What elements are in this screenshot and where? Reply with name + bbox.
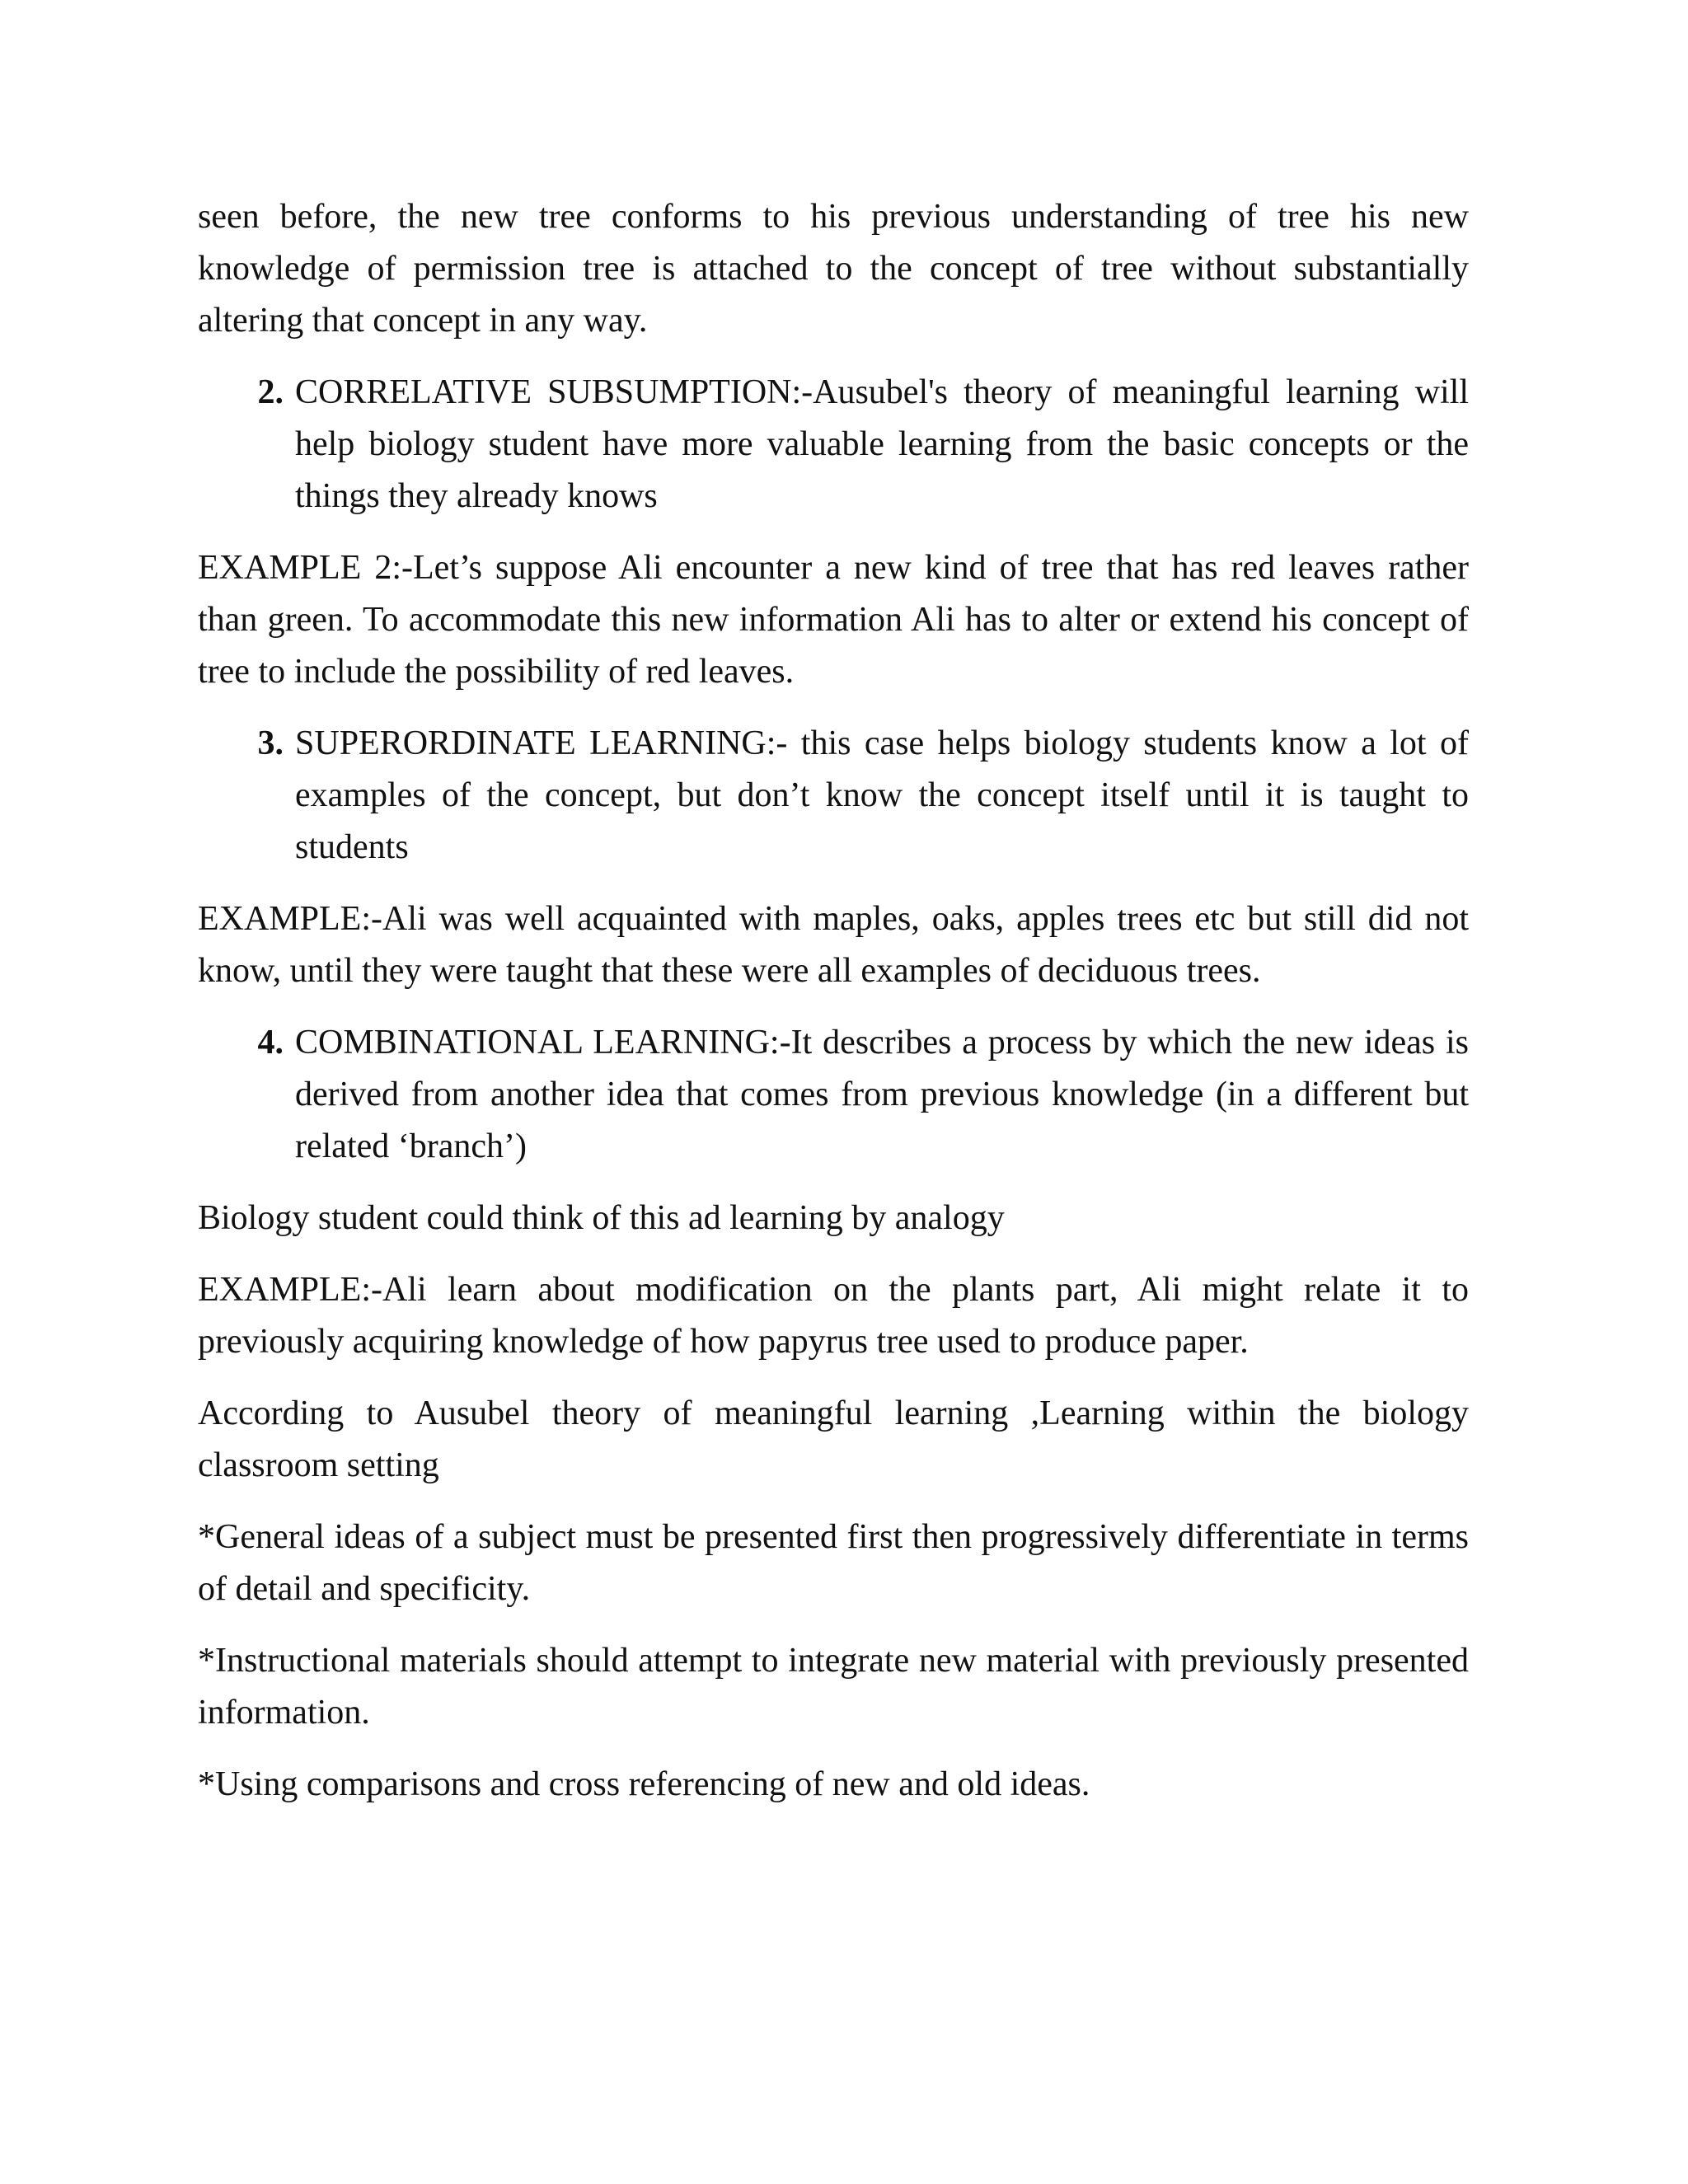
analogy-paragraph: Biology student could think of this ad learning by analogy [198,1199,1005,1237]
bullet-comparisons: *Using comparisons and cross referencing of new and old ideas. [198,1765,1090,1803]
example-3-paragraph: EXAMPLE:-Ali was well acquainted with maples, oaks, apples trees etc but still did not know, until they were taught that these were all examples of deciduous trees. [198,900,1469,990]
list-item-text: SUPERORDINATE LEARNING:- this case helps biology students know a lot of examples of the concept, but don’t know the concept itself until it is taught to students [295,724,1469,866]
list-item-combinational-learning [198,1017,1469,1173]
list-item-number: 2. [257,373,284,411]
list-item-superordinate-learning [198,718,1469,874]
list-item-number: 4. [257,1024,284,1062]
list-item-correlative-subsumption [198,367,1469,523]
example-4-paragraph: EXAMPLE:-Ali learn about modification on the plants part, Ali might relate it to previously acquiring knowledge of how papyrus tree used to produce paper. [198,1271,1469,1361]
page-content [198,191,1469,1830]
example-2-paragraph: EXAMPLE 2:-Let’s suppose Ali encounter a new kind of tree that has red leaves rather than green. To accommodate this new information Ali has to alter or extend his concept of tree to include the possibility of red leaves. [198,549,1469,691]
bullet-general-ideas: *General ideas of a subject must be presented first then progressively differentiate in terms of detail and specificity. [198,1518,1469,1608]
according-paragraph: According to Ausubel theory of meaningful learning ,Learning within the biology classroom setting [198,1394,1469,1484]
list-item-text: COMBINATIONAL LEARNING:-It describes a process by which the new ideas is derived from another idea that comes from previous knowledge (in a different but related ‘branch’) [295,1024,1469,1165]
intro-paragraph: seen before, the new tree conforms to his previous understanding of tree his new knowledge of permission tree is attached to the concept of tree without substantially altering that concept in any way. [198,198,1469,340]
list-item-number: 3. [257,724,284,762]
list-item-text: CORRELATIVE SUBSUMPTION:-Ausubel's theory of meaningful learning will help biology student have more valuable learning from the basic concepts or the things they already knows [295,373,1469,515]
bullet-instructional-materials: *Instructional materials should attempt to integrate new material with previously presented information. [198,1642,1469,1732]
